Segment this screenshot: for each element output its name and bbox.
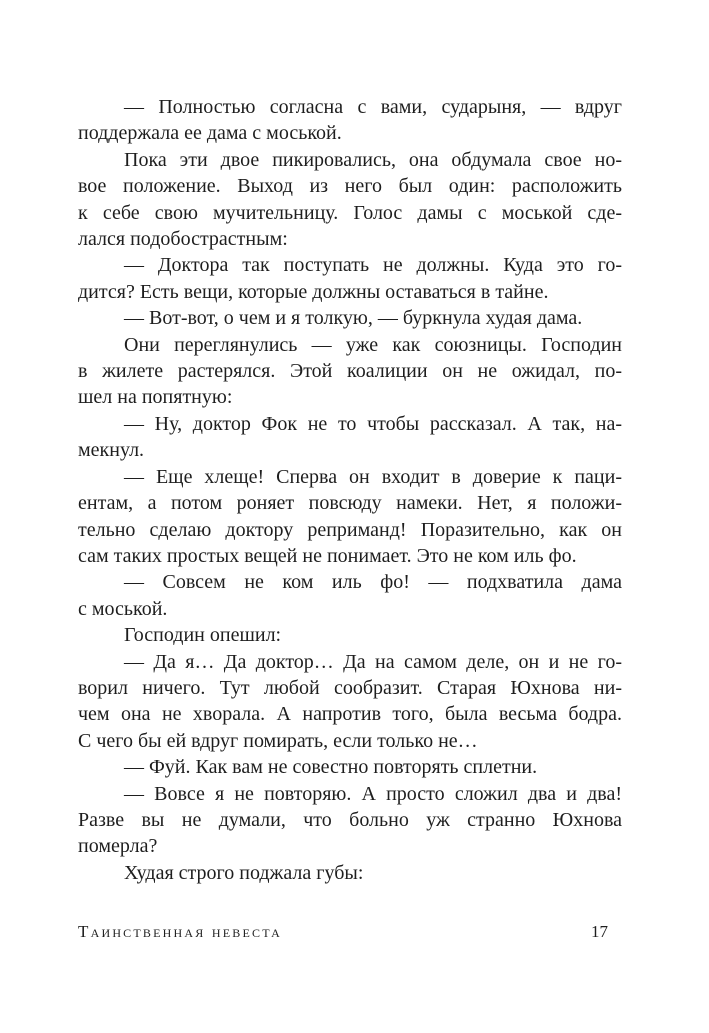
text-line: Они переглянулись — уже как союзницы. Господин xyxy=(124,333,622,356)
text-line: — Совсем не ком иль фо! — подхватила дама xyxy=(124,571,622,594)
paragraph xyxy=(78,94,622,147)
text-line: сам таких простых вещей не понимает. Это не ком иль фо. xyxy=(78,544,577,567)
text-line: ентам, а потом роняет повсюду намеки. Нет, я положи- xyxy=(78,492,622,515)
text-line: тельно сделаю доктору реприманд! Поразительно, как он xyxy=(78,518,622,541)
text-line: в жилете растерялся. Этой коалиции он не ожидал, по- xyxy=(78,360,622,383)
text-line: поддержала ее дама с моськой. xyxy=(78,122,342,145)
text-line: Худая строго поджала губы: xyxy=(124,861,364,884)
text-line: к себе свою мучительницу. Голос дамы с моськой сде- xyxy=(78,201,622,224)
text-line: вое положение. Выход из него был один: расположить xyxy=(78,175,622,198)
text-line: померла? xyxy=(78,835,158,858)
text-line: чем она не хворала. А напротив того, была весьма бодра. xyxy=(78,703,622,726)
body-text xyxy=(78,94,622,886)
text-line: — Доктора так поступать не должны. Куда это го- xyxy=(124,254,622,277)
paragraph xyxy=(78,860,622,886)
text-line: шел на попятную: xyxy=(78,386,233,409)
paragraph xyxy=(78,305,622,331)
running-title: Таинственная невеста xyxy=(78,922,283,941)
paragraph xyxy=(78,569,622,622)
paragraph xyxy=(78,754,622,780)
text-line: — Да я… Да доктор… Да на самом деле, он и не го- xyxy=(124,650,622,673)
paragraph xyxy=(78,649,622,755)
text-line: с моськой. xyxy=(78,597,168,620)
paragraph xyxy=(78,411,622,464)
text-line: — Полностью согласна с вами, сударыня, — вдруг xyxy=(124,96,622,118)
text-line: — Вот-вот, о чем и я толкую, — буркнула худая дама. xyxy=(124,307,583,330)
text-line: — Еще хлеще! Сперва он входит в доверие к паци- xyxy=(124,465,622,488)
text-line: Пока эти двое пикировались, она обдумала свое но- xyxy=(124,148,622,171)
paragraph xyxy=(78,464,622,570)
text-line: мекнул. xyxy=(78,439,145,462)
text-line: — Вовсе я не повторяю. А просто сложил два и два! xyxy=(124,782,622,805)
paragraph xyxy=(78,147,622,253)
paragraph xyxy=(78,622,622,648)
text-line: Господин опешил: xyxy=(124,624,282,647)
text-line: — Ну, доктор Фок не то чтобы рассказал. А так, на- xyxy=(124,412,622,435)
page-number: 17 xyxy=(591,922,608,941)
text-line: Разве вы не думали, что больно уж странно Юхнова xyxy=(78,808,622,831)
page-footer xyxy=(78,922,622,942)
paragraph xyxy=(78,781,622,860)
text-line: — Фуй. Как вам не совестно повторять сплетни. xyxy=(124,756,538,779)
text-line: лался подобострастным: xyxy=(78,228,288,251)
paragraph xyxy=(78,332,622,411)
paragraph xyxy=(78,252,622,305)
text-line: ворил ничего. Тут любой сообразит. Старая Юхнова ни- xyxy=(78,676,622,699)
text-line: С чего бы ей вдруг помирать, если только не… xyxy=(78,729,478,752)
text-line: дится? Есть вещи, которые должны оставаться в тайне. xyxy=(78,280,549,303)
